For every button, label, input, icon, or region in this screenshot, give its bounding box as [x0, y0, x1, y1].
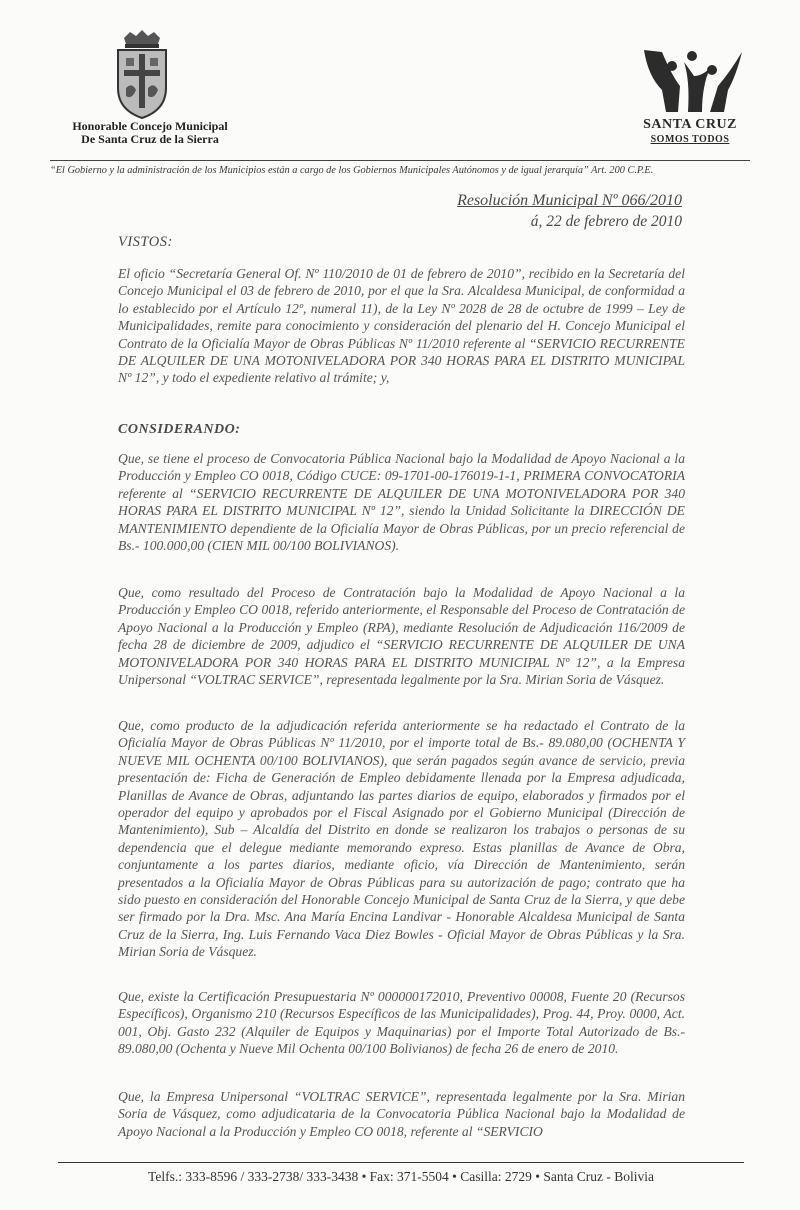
header-quote: “El Gobierno y la administración de los Municipios están a cargo de los Gobiernos Municipales Autónomos y de igual jerarquía” Art. 200 C.P.E. [50, 165, 654, 176]
paragraph-considerando-1: Que, se tiene el proceso de Convocatoria Pública Nacional bajo la Modalidad de Apoyo Nacional a la Producción y Empleo CO 0018, Código CUCE: 09-1701-00-176019-1-1, PRIMERA CONVOCATORIA referente al “SERVICIO RECURRENTE DE ALQUILER DE UNA MOTONIVELADORA POR 340 HORAS PARA EL DISTRITO MUNICIPAL Nº 12”, siendo la Unidad Solicitante la DIRECCIÓN DE MANTENIMIENTO dependiente de la Oficialía Mayor de Obras Públicas, por un precio referencial de Bs.- 100.000,00 (CIEN MIL 00/100 BOLIVIANOS). [118, 451, 685, 554]
resolution-date: á, 22 de febrero de 2010 [530, 213, 682, 230]
paragraph-vistos: El oficio “Secretaría General Of. Nº 110/2010 de 01 de febrero de 2010”, recibido en la Secretaría del Concejo Municipal el 03 de febrero de 2010, por el que la Sra. Alcaldesa Municipal, de conformidad a lo establecido por el Artículo 12º, numeral 11), de la Ley Nº 2028 de 28 de octubre de 1999 – Ley de Municipalidades, remite para conocimiento y consideración del plenario del H. Concejo Municipal el Contrato de la Oficialía Mayor de Obras Públicas Nº 11/2010 referente al “SERVICIO RECURRENTE DE ALQUILER DE UNA MOTONIVELADORA POR 340 HORAS PARA EL DISTRITO MUNICIPAL Nº 12”, y todo el expediente relativo al trámite; y, [118, 266, 685, 386]
logo-subtitle: SOMOS TODOS [650, 134, 730, 145]
resolution-title: Resolución Municipal Nº 066/2010 [457, 192, 682, 209]
council-name-line1: Honorable Concejo Municipal [72, 119, 228, 133]
council-name-line2: De Santa Cruz de la Sierra [81, 132, 219, 146]
header-divider [50, 160, 750, 161]
considerando-heading: CONSIDERANDO: [118, 422, 241, 437]
vistos-heading: VISTOS: [118, 234, 173, 250]
coat-of-arms-icon [112, 30, 172, 122]
logo-title: SANTA CRUZ [643, 117, 737, 132]
paragraph-considerando-4: Que, existe la Certificación Presupuestaria Nº 000000172010, Preventivo 00008, Fuente 20 (Recursos Específicos), Organismo 210 (Recursos Específicos de las Municipalidades), Prog. 44, Proy. 0000, Act. 001, Obj. Gasto 232 (Alquiler de Equipos y Maquinarias) por el Importe Total Autorizado de Bs.- 89.080,00 (Ochenta y Nueve Mil Ochenta 00/100 Bolivianos) de fecha 26 de enero de 2010. [118, 989, 685, 1057]
paragraph-considerando-2: Que, como resultado del Proceso de Contratación bajo la Modalidad de Apoyo Nacional a la Producción y Empleo CO 0018, referido anteriormente, el Responsable del Proceso de Contratación de Apoyo Nacional a la Producción y Empleo (RPA), mediante Resolución de Adjudicación 116/2009 de fecha 28 de diciembre de 2009, adjudico el “SERVICIO RECURRENTE DE ALQUILER DE UNA MOTONIVELADORA POR 340 HORAS PARA EL DISTRITO MUNICIPAL Nº 12”, a la Empresa Unipersonal “VOLTRAC SERVICE”, representada legalmente por la Sra. Mirian Soria de Vásquez. [118, 585, 685, 688]
paragraph-considerando-5: Que, la Empresa Unipersonal “VOLTRAC SERVICE”, representada legalmente por la Sra. Mirian Soria de Vásquez, como adjudicataria de la Convocatoria Pública Nacional bajo la Modalidad de Apoyo Nacional a la Producción y Empleo CO 0018, referente al “SERVICIO [118, 1089, 685, 1139]
council-name [50, 120, 250, 146]
footer-divider [58, 1162, 744, 1163]
paragraph-considerando-3: Que, como producto de la adjudicación referida anteriormente se ha redactado el Contrato de la Oficialía Mayor de Obras Públicas Nº 11/2010, por el importe total de Bs.- 89.080,00 (OCHENTA Y NUEVE MIL OCHENTA 00/100 BOLIVIANOS), que serán pagados según avance de servicio, previa presentación de: Ficha de Generación de Empleo debidamente llenada por la Empresa adjudicada, Planillas de Avance de Obras, adjuntando las partes diarios de equipo, elaborados y firmados por el operador del equipo y aprobados por el Fiscal Asignado por el Gobierno Municipal (Dirección de Mantenimiento), Sub – Alcaldía del Distrito en donde se realizaron los trabajos o personas de su dependencia que el delegue mediante memorando expreso. Estas planillas de Avance de Obra, conjuntamente a los partes diarios, mediante oficio, vía Dirección de Mantenimiento, serán presentados a la Oficialía Mayor de Obras Públicas para su autorización de pago; contrato que ha sido puesto en consideración del Honorable Concejo Municipal de Santa Cruz de la Sierra, y que debe ser firmado por la Dra. Msc. Ana María Encina Landivar - Honorable Alcaldesa Municipal de Santa Cruz de la Sierra, Ing. Luis Fernando Vaca Diez Bowles - Oficial Mayor de Obras Públicas y la Sra. Mirian Soria de Vásquez. [118, 718, 685, 960]
footer-contact: Telfs.: 333-8596 / 333-2738/ 333-3438 • Fax: 371-5504 • Casilla: 2729 • Santa Cruz - Bolivia [148, 1169, 654, 1184]
